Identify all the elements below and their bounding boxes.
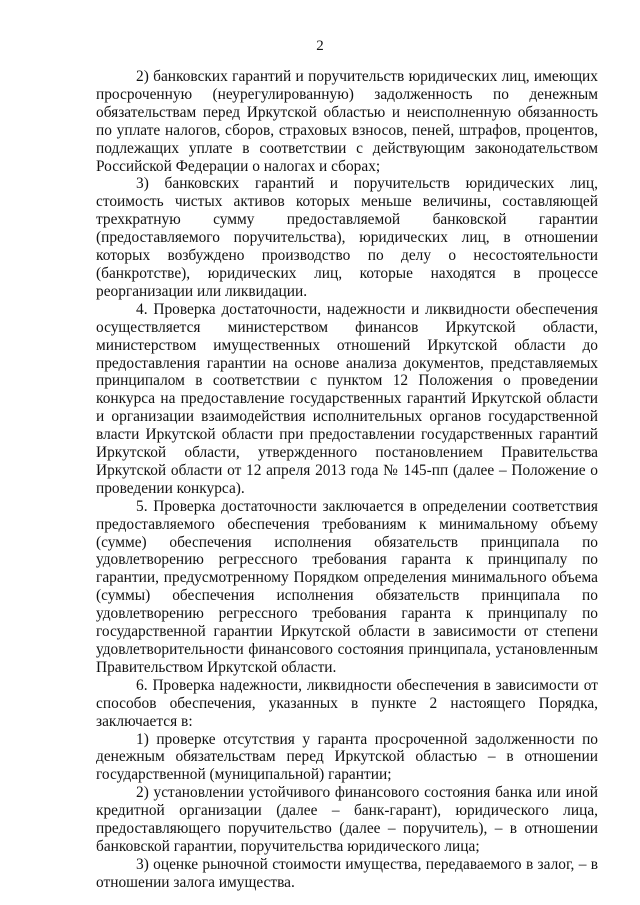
paragraph-6-reliability-check: 6. Проверка надежности, ликвидности обеспечения в зависимости от способов обеспечения, указанных в пункте 2 настоящего Порядка, заключается в: (96, 676, 598, 730)
paragraph-5-sufficiency-definition: 5. Проверка достаточности заключается в определении соответствия предоставляемого обеспечения требованиям к минимальному объему (сумме) обеспечения исполнения обязательств принципала по удовлетворению регрессного требования гаранта к принципалу по гарантии, предусмотренному Порядком определения минимального объема (суммы) обеспечения исполнения обязательств принципала по удовлетворению регрессного требования гаранта к принципалу по государственной гарантии Иркутской области в зависимости от степени удовлетворительности финансового состояния принципала, установленным Правительством Иркутской области. (96, 497, 598, 676)
paragraph-6-subitem-2: 2) установлении устойчивого финансового состояния банка или иной кредитной организации (далее – банк-гарант), юридического лица, предоставляющего поручительство (далее – поручитель), – в отношении банковской гарантии, поручительства юридического лица; (96, 784, 598, 855)
document-body (96, 68, 598, 892)
page-number: 2 (316, 38, 324, 54)
paragraph-6-subitem-1: 1) проверке отсутствия у гаранта просроченной задолженности по денежным обязательствам перед Иркутской областью – в отношении государственной (муниципальной) гарантии; (96, 730, 598, 784)
paragraph-item-3-net-assets: 3) банковских гарантий и поручительств юридических лиц, стоимость чистых активов которых меньше величины, составляющей трехкратную сумму предоставляемой банковской гарантии (предоставляемого поручительства), юридических лиц, в отношении которых возбуждено производство по делу о несостоятельности (банкротстве), юридических лиц, которые находятся в процессе реорганизации или ликвидации. (96, 175, 598, 300)
paragraph-4-sufficiency-check: 4. Проверка достаточности, надежности и ликвидности обеспечения осуществляется министерством финансов Иркутской области, министерством имущественных отношений Иркутской области до предоставления гарантии на основе анализа документов, представляемых принципалом в соответствии с пунктом 12 Положения о проведении конкурса на предоставление государственных гарантий Иркутской области и организации взаимодействия исполнительных органов государственной власти Иркутской области при предоставлении государственных гарантий Иркутской области, утвержденного постановлением Правительства Иркутской области от 12 апреля 2013 года № 145-пп (далее – Положение о проведении конкурса). (96, 300, 598, 497)
paragraph-6-subitem-3: 3) оценке рыночной стоимости имущества, передаваемого в залог, – в отношении залога имущества. (96, 855, 598, 891)
paragraph-item-2-bank-guarantees-overdue: 2) банковских гарантий и поручительств юридических лиц, имеющих просроченную (неурегулированную) задолженность по денежным обязательствам перед Иркутской областью и неисполненную обязанность по уплате налогов, сборов, страховых взносов, пеней, штрафов, процентов, подлежащих уплате в соответствии с действующим законодательством Российской Федерации о налогах и сборах; (96, 68, 598, 175)
